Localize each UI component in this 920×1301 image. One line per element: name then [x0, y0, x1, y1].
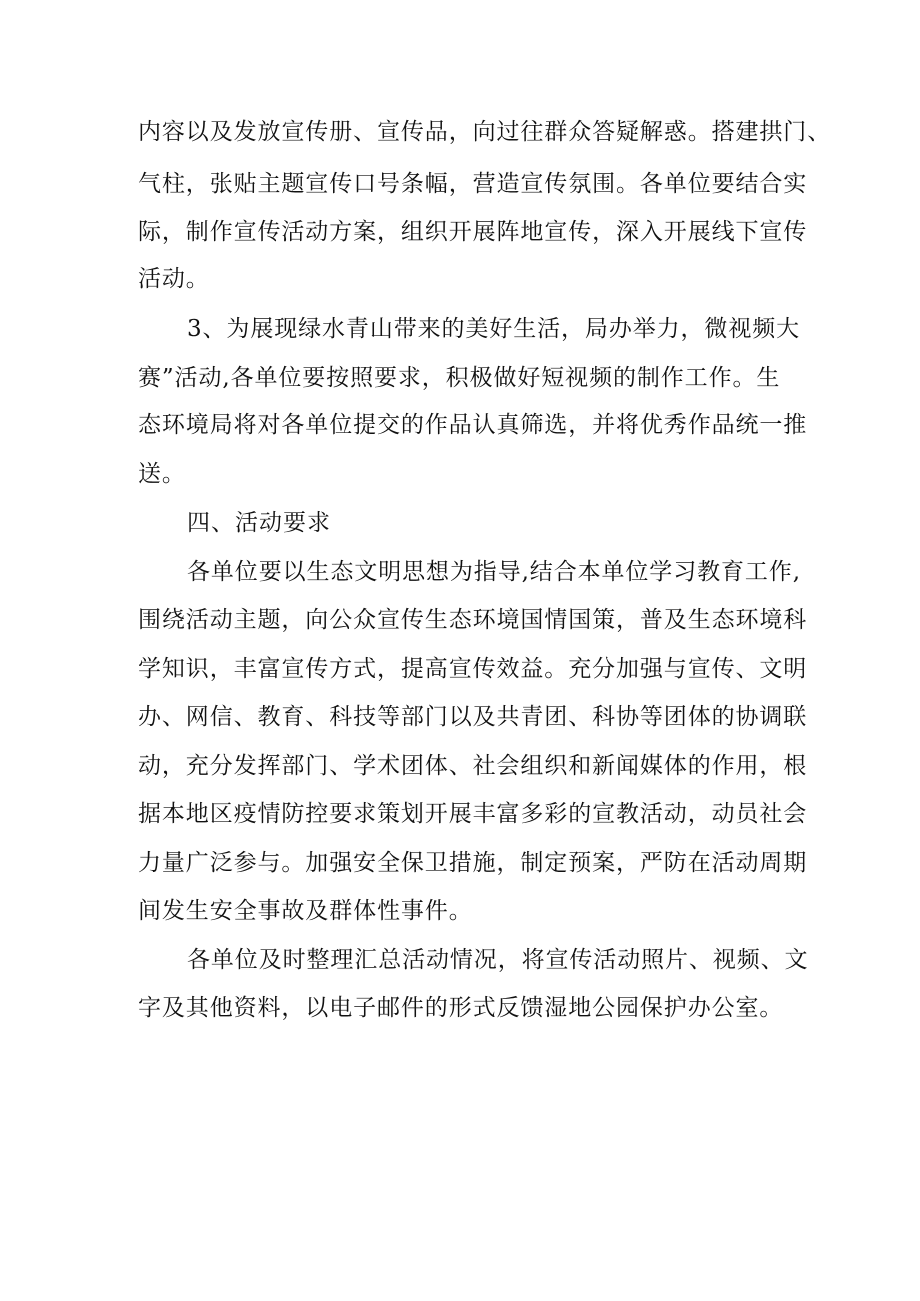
paragraph-1-line-1: 内容以及发放宣传册、宣传品，向过往群众答疑解惑。搭建拱门、 — [138, 119, 832, 145]
paragraph-3-line-1: 各单位要以生态文明思想为指导,结合本单位学习教育工作, — [187, 559, 801, 585]
paragraph-3-line-4: 办、网信、教育、科技等部门以及共青团、科协等团体的协调联 — [138, 704, 808, 730]
section-heading: 四、活动要求 — [187, 510, 331, 536]
paragraph-3-line-5: 动，充分发挥部门、学术团体、社会组织和新闻媒体的作用，根 — [138, 753, 808, 779]
paragraph-2-line-2: 赛”活动,各单位要按照要求，积极做好短视频的制作工作。生 — [138, 365, 781, 391]
paragraph-1-line-4: 活动。 — [138, 266, 210, 292]
paragraph-1-line-2: 气柱，张贴主题宣传口号条幅，营造宣传氛围。各单位要结合实 — [138, 171, 808, 197]
paragraph-4-line-2: 字及其他资料，以电子邮件的形式反馈湿地公园保护办公室。 — [138, 995, 784, 1021]
paragraph-3-line-2: 围绕活动主题，向公众宣传生态环境国情国策，普及生态环境科 — [138, 607, 808, 633]
paragraph-3-line-8: 间发生安全事故及群体性事件。 — [138, 898, 473, 924]
paragraph-3-line-7: 力量广泛参与。加强安全保卫措施，制定预案，严防在活动周期 — [138, 850, 808, 876]
paragraph-3-line-6: 据本地区疫情防控要求策划开展丰富多彩的宣教活动，动员社会 — [138, 801, 808, 827]
paragraph-2-line-1: 3、为展现绿水青山带来的美好生活，局办举力，微视频大 — [187, 316, 801, 342]
paragraph-4-line-1: 各单位及时整理汇总活动情况，将宣传活动照片、视频、文 — [187, 947, 809, 973]
paragraph-3-line-3: 学知识，丰富宣传方式，提高宣传效益。充分加强与宣传、文明 — [138, 656, 808, 682]
paragraph-2-line-4: 送。 — [138, 461, 186, 487]
paragraph-1-line-3: 际，制作宣传活动方案，组织开展阵地宣传，深入开展线下宣传 — [138, 219, 808, 245]
paragraph-2-line-3: 态环境局将对各单位提交的作品认真筛选，并将优秀作品统一推 — [138, 412, 808, 438]
